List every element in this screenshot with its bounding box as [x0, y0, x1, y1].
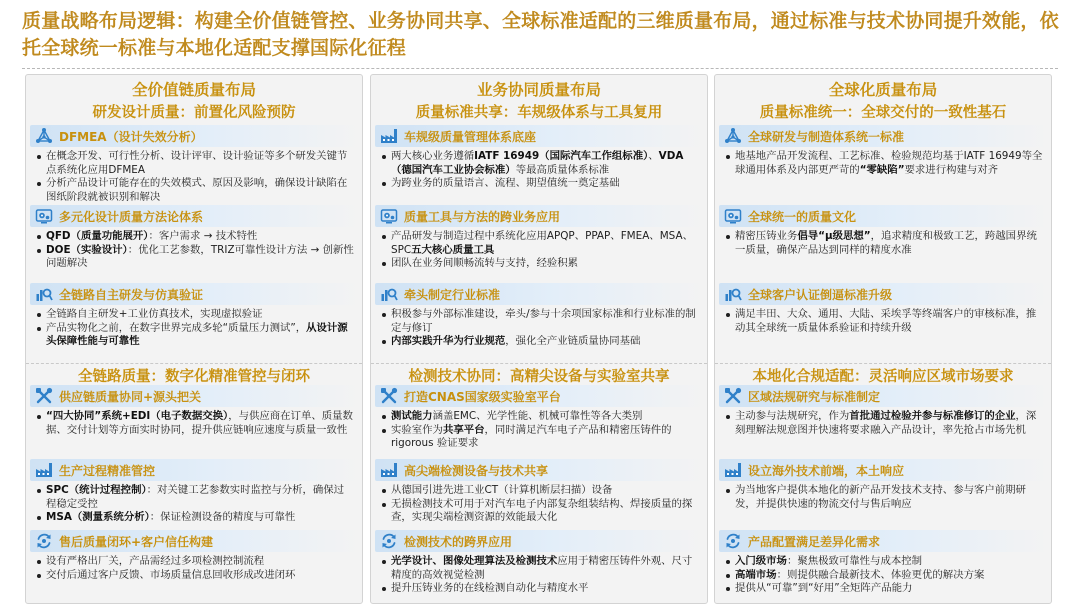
block-title: 产品配置满足差异化需求 [748, 534, 881, 549]
gears-icon [34, 206, 54, 226]
bullet-item: 光学设计、图像处理算法及检测技术应用于精密压铸件外观、尺寸精度的高效视觉检测 [375, 555, 703, 582]
bullet-item: 提升压铸业务的在线检测自动化与精度水平 [375, 582, 703, 596]
content-block [719, 205, 1047, 257]
bullet-list [30, 308, 358, 349]
bullet-item: 地基地产品开发流程、工艺标准、检验规范均基于IATF 16949等全球通用体系及内部更严苛的“零缺陷”要求进行构建与对齐 [719, 150, 1047, 177]
page-title: 质量战略布局逻辑：构建全价值链管控、业务协同共享、全球标准适配的三维质量布局，通过标准与技术协同提升效能，依托全球统一标准与本地化适配支撑国际化征程 [22, 10, 1059, 59]
block-header [719, 530, 1047, 552]
bullet-item: 为当地客户提供本地化的新产品开发技术支持、参与客户前期研发，并提供快速的物流交付与售后响应 [719, 484, 1047, 511]
section-heading: 质量标准共享：车规级体系与工具复用 [415, 105, 663, 121]
block-header [30, 385, 358, 407]
block-header [375, 459, 703, 481]
chart-magnifier-icon [379, 284, 399, 304]
title-divider [22, 68, 1058, 69]
bullet-item: 主动参与法规研究，作为首批通过检验并参与标准修订的企业，深刻理解法规意图并快速将要求融入产品设计，率先抢占市场先机 [719, 410, 1047, 437]
block-title: 检测技术的跨界应用 [404, 534, 513, 549]
bullet-item: 产品研发与制造过程中系统化应用APQP、PPAP、FMEA、MSA、SPC五大核心质量工具 [375, 230, 703, 257]
gears-icon [379, 206, 399, 226]
content-block [719, 125, 1047, 177]
section-heading: 质量标准统一：全球交付的一致性基石 [759, 105, 1007, 121]
bullet-item: 积极参与外部标准建设，牵头/参与十余项国家标准和行业标准的制定与修订 [375, 308, 703, 335]
block-title: 生产过程精准管控 [59, 463, 156, 478]
block-title: 全球研发与制造体系统一标准 [748, 129, 905, 144]
block-header [375, 530, 703, 552]
content-block [375, 459, 703, 525]
bullet-item: 团队在业务间顺畅流转与支持，经验积累 [375, 257, 703, 271]
block-header [30, 530, 358, 552]
bullet-list [719, 230, 1047, 257]
bullet-list [719, 555, 1047, 596]
block-title: 多元化设计质量方法论体系 [59, 209, 204, 224]
column-3 [714, 74, 1052, 604]
section-heading: 全链路质量：数字化精准管控与闭环 [78, 369, 310, 385]
factory-icon [34, 460, 54, 480]
block-title: 打造CNAS国家级实验室平台 [404, 389, 561, 404]
block-title: 牵头制定行业标准 [404, 287, 501, 302]
bullet-list [30, 555, 358, 582]
block-title: DFMEA（设计失效分析） [59, 129, 203, 144]
molecule-network-icon [723, 126, 743, 146]
content-block [30, 125, 358, 204]
block-header [30, 125, 358, 147]
section-divider [715, 363, 1051, 364]
bullet-item: 产品实物化之前，在数字世界完成多轮“质量压力测试”，从设计源头保障性能与可靠性 [30, 322, 358, 349]
content-block [375, 205, 703, 271]
block-header [30, 283, 358, 305]
bullet-list [375, 230, 703, 271]
section-divider [26, 363, 362, 364]
bullet-item: “四大协同”系统+EDI（电子数据交换），与供应商在订单、质量数据、交付计划等方面实时协同，提升供应链响应速度与质量一致性 [30, 410, 358, 437]
bullet-item: MSA（测量系统分析）：保证检测设备的精度与可靠性 [30, 511, 358, 525]
content-block [719, 385, 1047, 437]
bullet-list [719, 410, 1047, 437]
block-header [719, 385, 1047, 407]
column-1 [25, 74, 363, 604]
block-title: 质量工具与方法的跨业务应用 [404, 209, 561, 224]
chart-magnifier-icon [723, 284, 743, 304]
bullet-list [30, 150, 358, 204]
tools-icon [379, 386, 399, 406]
bullet-item: 交付后通过客户反馈、市场质量信息回收形成改进闭环 [30, 569, 358, 583]
column-heading: 业务协同质量布局 [476, 81, 601, 99]
bullet-item: 内部实践升华为行业规范，强化全产业链质量协同基础 [375, 335, 703, 349]
bullet-item: 在概念开发、可行性分析、设计评审、设计验证等多个研发关键节点系统化应用DFMEA [30, 150, 358, 177]
bullet-item: SPC（统计过程控制）：对关键工艺参数实时监控与分析，确保过程稳定受控 [30, 484, 358, 511]
section-heading: 本地化合规适配：灵活响应区域市场要求 [752, 369, 1014, 385]
bullet-list [30, 230, 358, 271]
content-block [719, 530, 1047, 596]
block-title: 车规级质量管理体系底座 [404, 129, 537, 144]
content-block [719, 283, 1047, 335]
block-title: 区域法规研究与标准制定 [748, 389, 881, 404]
content-block [375, 385, 703, 451]
bullet-item: 两大核心业务遵循IATF 16949（国际汽车工作组标准）、VDA（德国汽车工业协会标准）等最高质量体系标准 [375, 150, 703, 177]
sync-cycle-icon [34, 531, 54, 551]
block-header [375, 385, 703, 407]
chart-magnifier-icon [34, 284, 54, 304]
bullet-list [719, 308, 1047, 335]
content-block [30, 205, 358, 271]
content-block [30, 530, 358, 582]
sync-cycle-icon [723, 531, 743, 551]
factory-icon [723, 460, 743, 480]
content-block [719, 459, 1047, 511]
bullet-list [375, 555, 703, 596]
content-block [375, 530, 703, 596]
column-2 [370, 74, 708, 604]
section-heading: 研发设计质量：前置化风险预防 [92, 105, 296, 121]
bullet-item: DOE（实验设计）：优化工艺参数，TRIZ可靠性设计方法 → 创新性问题解决 [30, 244, 358, 271]
block-title: 供应链质量协同+源头把关 [59, 389, 202, 404]
bullet-item: 无损检测技术可用于对汽车电子内部复杂组装结构、焊接质量的探查，实现尖端检测资源的效能最大化 [375, 498, 703, 525]
block-header [719, 205, 1047, 227]
gears-icon [723, 206, 743, 226]
tools-icon [34, 386, 54, 406]
block-header [719, 459, 1047, 481]
block-title: 高尖端检测设备与技术共享 [404, 463, 549, 478]
block-title: 全球统一的质量文化 [748, 209, 857, 224]
bullet-item: 测试能力涵盖EMC、光学性能、机械可靠性等各大类别 [375, 410, 703, 424]
column-heading: 全价值链质量布局 [131, 81, 256, 99]
sync-cycle-icon [379, 531, 399, 551]
factory-icon [379, 460, 399, 480]
block-header [30, 459, 358, 481]
block-title: 设立海外技术前端，本土响应 [748, 463, 905, 478]
block-header [375, 283, 703, 305]
bullet-list [719, 150, 1047, 177]
bullet-item: QFD（质量功能展开）：客户需求 → 技术特性 [30, 230, 358, 244]
bullet-item: 提供从“可靠”到“好用”全矩阵产品能力 [719, 582, 1047, 596]
bullet-list [30, 484, 358, 525]
content-block [30, 385, 358, 437]
block-header [375, 205, 703, 227]
molecule-network-icon [34, 126, 54, 146]
block-header [375, 125, 703, 147]
bullet-item: 入门级市场：聚焦极致可靠性与成本控制 [719, 555, 1047, 569]
content-block [30, 283, 358, 349]
factory-icon [379, 126, 399, 146]
bullet-list [375, 308, 703, 349]
block-header [719, 125, 1047, 147]
block-header [30, 205, 358, 227]
bullet-list [719, 484, 1047, 511]
tools-icon [723, 386, 743, 406]
bullet-list [375, 410, 703, 451]
content-block [375, 283, 703, 349]
bullet-item: 精密压铸业务倡导“μ级思想”，追求精度和极致工艺，跨越国界统一质量，确保产品达到同样的精度水准 [719, 230, 1047, 257]
content-block [375, 125, 703, 191]
section-heading: 检测技术协同：高精尖设备与实验室共享 [408, 369, 670, 385]
bullet-item: 实验室作为共享平台，同时满足汽车电子产品和精密压铸件的 rigorous 验证要求 [375, 424, 703, 451]
block-title: 全球客户认证倒逼标准升级 [748, 287, 893, 302]
bullet-list [375, 150, 703, 191]
bullet-list [30, 410, 358, 437]
content-block [30, 459, 358, 525]
bullet-item: 全链路自主研发+工业仿真技术，实现虚拟验证 [30, 308, 358, 322]
bullet-item: 为跨业务的质量语言、流程、期望值统一奠定基础 [375, 177, 703, 191]
block-title: 全链路自主研发与仿真验证 [59, 287, 204, 302]
bullet-item: 满足丰田、大众、通用、大陆、采埃孚等终端客户的审核标准，推动其全球统一质量体系验证和持续升级 [719, 308, 1047, 335]
bullet-item: 分析产品设计可能存在的失效模式、原因及影响，确保设计缺陷在图纸阶段就被识别和解决 [30, 177, 358, 204]
bullet-item: 从德国引进先进工业CT（计算机断层扫描）设备 [375, 484, 703, 498]
bullet-item: 设有严格出厂关，产品需经过多项检测控制流程 [30, 555, 358, 569]
bullet-item: 高端市场：则提供融合最新技术、体验更优的解决方案 [719, 569, 1047, 583]
column-heading: 全球化质量布局 [828, 81, 938, 99]
section-divider [371, 363, 707, 364]
block-title: 售后质量闭环+客户信任构建 [59, 534, 214, 549]
bullet-list [375, 484, 703, 525]
block-header [719, 283, 1047, 305]
